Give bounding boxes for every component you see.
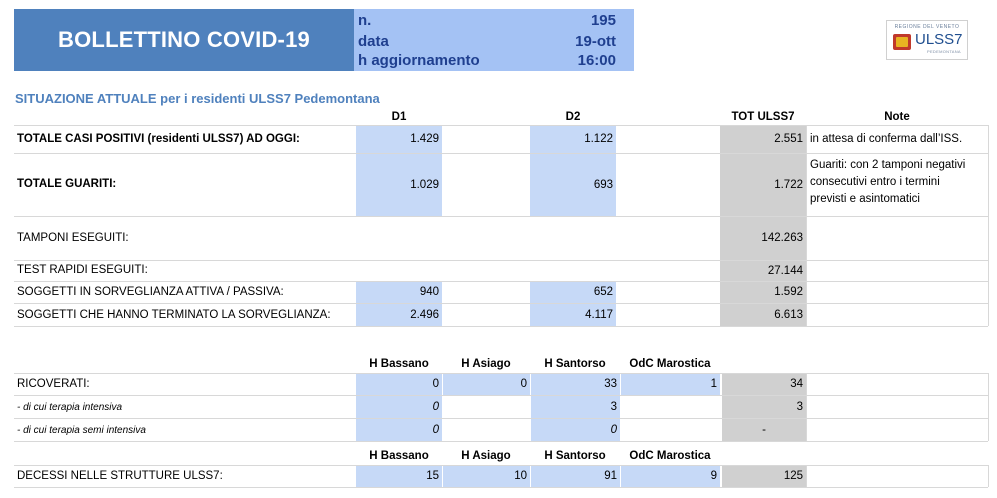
cell-decessi-tot: 125 [722, 466, 806, 487]
grid-line [14, 216, 988, 217]
bulletin-meta [354, 9, 634, 71]
grid-line [14, 260, 988, 261]
meta-number: n. 195 [358, 12, 616, 29]
grid-line [988, 125, 989, 326]
row-label-decessi: DECESSI NELLE STRUTTURE ULSS7: [17, 470, 223, 482]
cell-intensiva-santorso: 3 [531, 396, 620, 418]
col-head-d2: D2 [565, 111, 581, 123]
cell-semi-intensiva-santorso: 0 [531, 419, 620, 441]
cell-decessi-bassano: 15 [356, 466, 442, 487]
note-totale-casi: in attesa di conferma dall’ISS. [810, 133, 963, 145]
grid-line [14, 281, 988, 282]
col-head-odc-marostica: OdC Marostica [629, 358, 711, 370]
grid-line [806, 125, 807, 326]
meta-update-time: h aggiornamento 16:00 [358, 52, 616, 69]
cell-tot-test-rapidi: 27.144 [720, 261, 806, 281]
cell-d2-terminato: 4.117 [530, 304, 616, 326]
col-head-h-santorso: H Santorso [544, 358, 606, 370]
region-shield-icon [893, 34, 911, 50]
grid-line [14, 303, 988, 304]
grid-line [14, 125, 988, 126]
row-label-terapia-semi-intensiva: - di cui terapia semi intensiva [17, 425, 146, 436]
cell-d2-sorveglianza: 652 [530, 282, 616, 303]
cell-ricoverati-bassano: 0 [356, 374, 442, 395]
cell-decessi-asiago: 10 [443, 466, 530, 487]
cell-tot-totale-casi: 2.551 [720, 126, 806, 153]
grid-line [806, 465, 807, 487]
cell-d1-totale-casi: 1.429 [356, 126, 442, 153]
grid-line [14, 441, 988, 442]
col-head-h-asiago: H Asiago [461, 358, 511, 370]
cell-ricoverati-asiago: 0 [443, 374, 530, 395]
grid-line [988, 465, 989, 487]
cell-ricoverati-tot: 34 [722, 374, 806, 395]
cell-d1-totale-guariti: 1.029 [356, 154, 442, 216]
row-label-terapia-intensiva: - di cui terapia intensiva [17, 402, 123, 413]
grid-line [14, 487, 988, 488]
cell-d1-sorveglianza: 940 [356, 282, 442, 303]
grid-line [14, 395, 988, 396]
cell-intensiva-bassano: 0 [356, 396, 442, 418]
col-head-h-bassano: H Bassano [369, 358, 429, 370]
cell-ricoverati-marostica: 1 [621, 374, 720, 395]
col-head-d1: D1 [391, 111, 407, 123]
grid-line [806, 373, 807, 441]
cell-d2-totale-casi: 1.122 [530, 126, 616, 153]
cell-intensiva-tot: 3 [722, 396, 806, 418]
col-head-note: Note [884, 111, 910, 123]
cell-tot-terminato: 6.613 [720, 304, 806, 326]
grid-line [14, 326, 988, 327]
cell-d2-totale-guariti: 693 [530, 154, 616, 216]
ulss7-logo: REGIONE DEL VENETO ULSS7 PEDEMONTANA [886, 20, 968, 60]
row-label-ricoverati: RICOVERATI: [17, 378, 90, 390]
cell-decessi-marostica: 9 [621, 466, 720, 487]
cell-tot-totale-guariti: 1.722 [720, 154, 806, 216]
row-label-sorveglianza: SOGGETTI IN SORVEGLIANZA ATTIVA / PASSIVA: [17, 286, 284, 298]
meta-date: data 19-ott [358, 33, 616, 50]
cell-ricoverati-santorso: 33 [531, 374, 620, 395]
col-head-h-asiago-2: H Asiago [461, 450, 511, 462]
row-label-test-rapidi: TEST RAPIDI ESEGUITI: [17, 264, 148, 276]
cell-decessi-santorso: 91 [531, 466, 620, 487]
cell-semi-intensiva-tot: - [722, 419, 806, 441]
cell-semi-intensiva-bassano: 0 [356, 419, 442, 441]
col-head-odc-marostica-2: OdC Marostica [629, 450, 711, 462]
row-label-tamponi: TAMPONI ESEGUITI: [17, 232, 129, 244]
cell-tot-sorveglianza: 1.592 [720, 282, 806, 303]
grid-line [14, 153, 988, 154]
row-label-totale-casi: TOTALE CASI POSITIVI (residenti ULSS7) AD OGGI: [17, 133, 300, 145]
cell-d1-terminato: 2.496 [356, 304, 442, 326]
col-head-h-santorso-2: H Santorso [544, 450, 606, 462]
cell-tot-tamponi: 142.263 [720, 217, 806, 260]
grid-line [988, 373, 989, 441]
note-totale-guariti: Guariti: con 2 tamponi negativi consecutivi entro i termini previsti e asintomatici [810, 159, 966, 205]
grid-line [14, 418, 988, 419]
row-label-totale-guariti: TOTALE GUARITI: [17, 178, 117, 190]
col-head-h-bassano-2: H Bassano [369, 450, 429, 462]
col-head-tot: TOT ULSS7 [731, 111, 795, 123]
section-title: SITUAZIONE ATTUALE per i residenti ULSS7 Pedemontana [15, 91, 380, 106]
row-label-terminato: SOGGETTI CHE HANNO TERMINATO LA SORVEGLIANZA: [17, 309, 331, 321]
bulletin-title: BOLLETTINO COVID-19 [14, 9, 354, 71]
